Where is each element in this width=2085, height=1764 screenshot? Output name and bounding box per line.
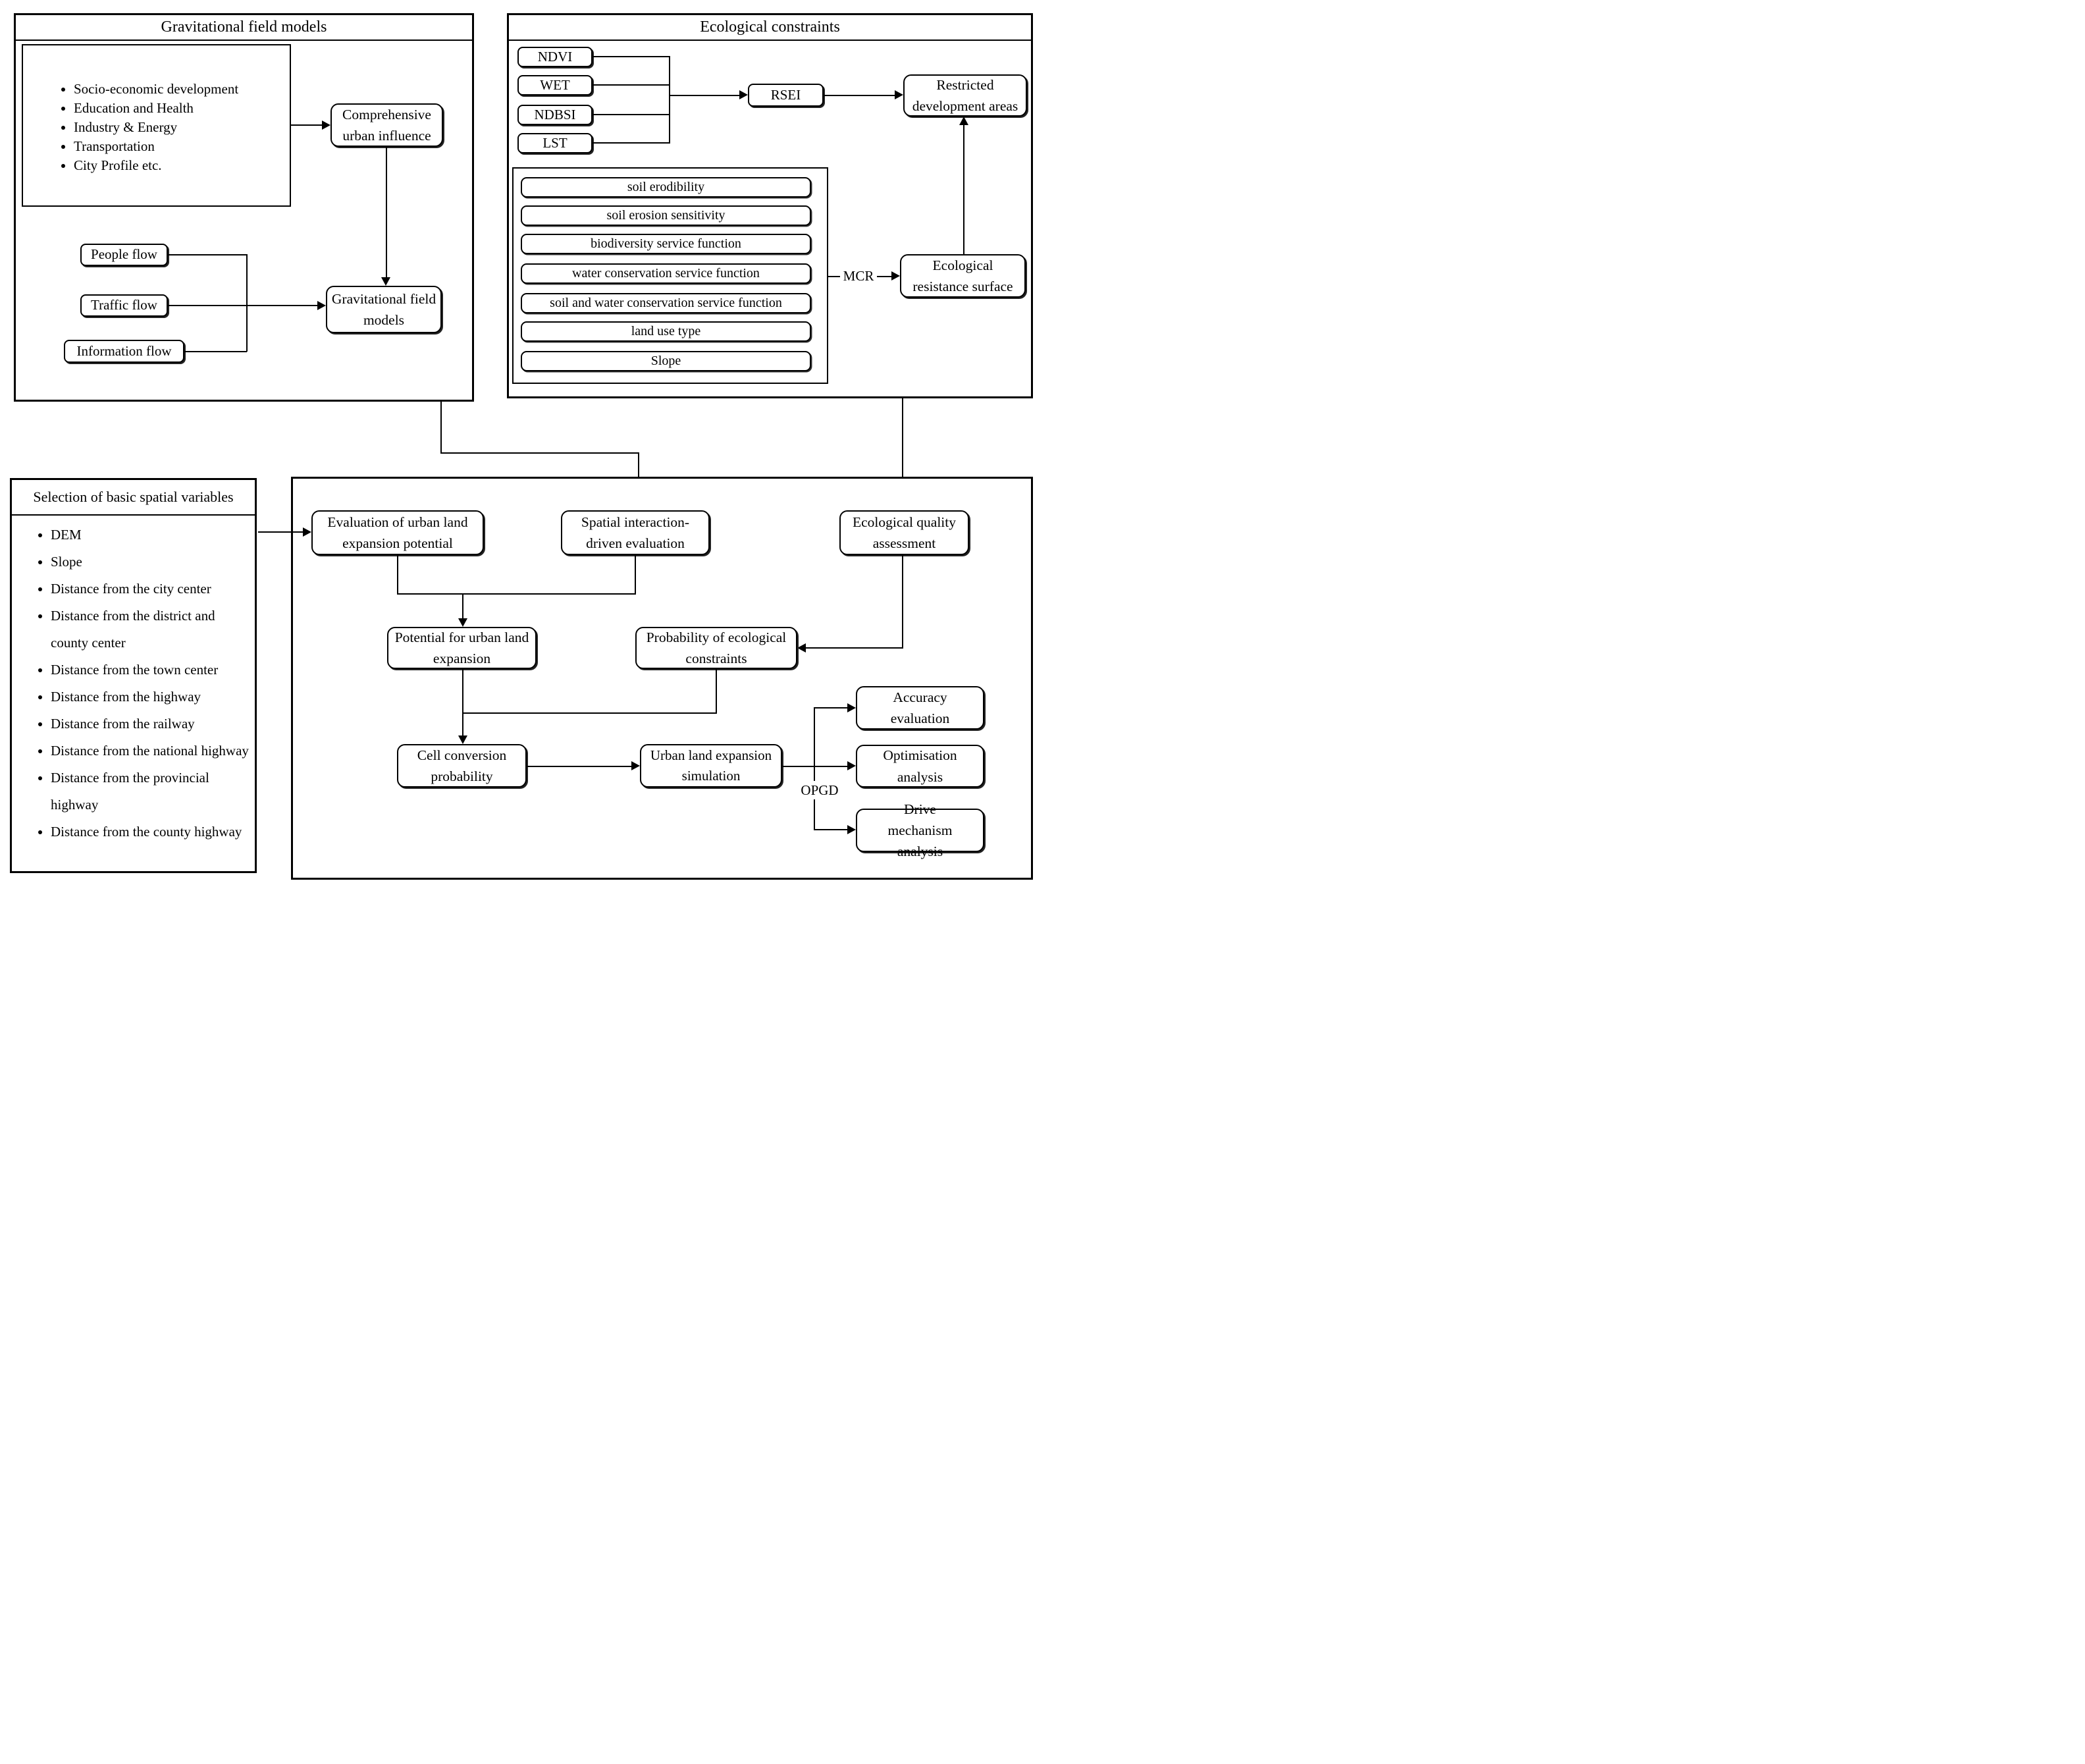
spatial-variables-section-title: Selection of basic spatial variables <box>12 480 255 516</box>
connector-line <box>814 829 848 830</box>
opgd-label: OPGD <box>794 781 845 799</box>
connector-line <box>782 766 848 767</box>
restricted-development-areas-node: Restricted development areas <box>903 74 1027 117</box>
connector-line <box>168 305 319 306</box>
connector-line <box>462 712 717 714</box>
arrow-right-icon <box>739 90 748 99</box>
traffic-flow-node: Traffic flow <box>80 294 168 317</box>
rsei-node: RSEI <box>748 84 824 107</box>
list-item: • Slope <box>51 548 250 575</box>
connector-line <box>184 351 247 352</box>
factor-bar: water conservation service function <box>521 263 811 284</box>
gravitational-field-models-node: Gravitational field models <box>326 286 442 333</box>
connector-line <box>440 452 639 454</box>
list-item: • DEM <box>51 521 250 548</box>
connector-line <box>806 647 903 649</box>
ndvi-node: NDVI <box>517 47 593 67</box>
connector-line <box>593 84 670 86</box>
evaluation-potential-node: Evaluation of urban land expansion potential <box>311 510 484 555</box>
comprehensive-urban-influence-node: Comprehensive urban influence <box>330 103 443 147</box>
arrow-right-icon <box>895 90 903 99</box>
connector-line <box>824 95 896 96</box>
factor-bar: soil erosion sensitivity <box>521 205 811 226</box>
connector-line <box>462 593 463 619</box>
gravitational-section-title: Gravitational field models <box>16 15 472 41</box>
ecological-section-title: Ecological constraints <box>509 15 1031 41</box>
connector-line <box>635 555 636 595</box>
connector-line <box>168 254 247 255</box>
urban-factors-box <box>22 44 291 207</box>
ndbsi-node: NDBSI <box>517 105 593 125</box>
factor-bar: soil erodibility <box>521 177 811 198</box>
factor-bar: Slope <box>521 351 811 371</box>
lst-node: LST <box>517 133 593 153</box>
arrow-right-icon <box>317 301 326 310</box>
list-item: • Transportation <box>74 137 282 156</box>
connector-line <box>669 95 740 96</box>
connector-line <box>814 707 815 830</box>
connector-line <box>902 555 903 649</box>
list-item: • Industry & Energy <box>74 118 282 137</box>
ecological-quality-node: Ecological quality assessment <box>839 510 969 555</box>
connector-line <box>814 707 848 708</box>
probability-constraints-node: Probability of ecological constraints <box>635 627 797 669</box>
potential-expansion-node: Potential for urban land expansion <box>387 627 537 669</box>
list-item: • Distance from the district and county center <box>51 602 250 656</box>
connector-line <box>258 531 304 533</box>
list-item: • Distance from the town center <box>51 656 250 683</box>
arrow-down-icon <box>458 618 467 627</box>
spatial-variables-list <box>10 521 259 845</box>
list-item: • Distance from the provincial highway <box>51 764 250 818</box>
arrow-down-icon <box>458 735 467 744</box>
factor-bar: land use type <box>521 321 811 342</box>
mcr-label: MCR <box>840 267 877 285</box>
list-item: • Distance from the highway <box>51 683 250 710</box>
list-item: • Education and Health <box>74 99 282 118</box>
list-item: • City Profile etc. <box>74 156 282 175</box>
arrow-right-icon <box>891 271 900 281</box>
connector-line <box>527 766 632 767</box>
factor-bar: soil and water conservation service function <box>521 293 811 313</box>
connector-line <box>386 147 387 279</box>
people-flow-node: People flow <box>80 244 168 266</box>
information-flow-node: Information flow <box>64 340 184 363</box>
arrow-right-icon <box>303 527 311 537</box>
list-item: • Distance from the railway <box>51 710 250 737</box>
connector-line <box>440 400 442 453</box>
methodology-flowchart <box>0 0 1043 882</box>
arrow-right-icon <box>847 761 856 770</box>
arrow-down-icon <box>381 277 390 286</box>
list-item: • Distance from the national highway <box>51 737 250 764</box>
arrow-right-icon <box>631 761 640 770</box>
connector-line <box>716 669 717 714</box>
list-item: • Distance from the city center <box>51 575 250 602</box>
list-item: • Socio-economic development <box>74 80 282 99</box>
spatial-interaction-node: Spatial interaction-driven evaluation <box>561 510 710 555</box>
list-item: • Distance from the county highway <box>51 818 250 845</box>
wet-node: WET <box>517 75 593 95</box>
connector-line <box>291 124 324 126</box>
connector-line <box>669 56 670 144</box>
arrow-right-icon <box>847 825 856 834</box>
connector-line <box>593 56 670 57</box>
arrow-right-icon <box>322 120 330 130</box>
connector-line <box>593 114 670 115</box>
factor-bar: biodiversity service function <box>521 234 811 254</box>
accuracy-evaluation-node: Accuracy evaluation <box>856 686 984 730</box>
connector-line <box>246 254 248 352</box>
connector-line <box>397 555 398 595</box>
cell-conversion-node: Cell conversion probability <box>397 744 527 788</box>
arrow-left-icon <box>797 643 806 653</box>
arrow-right-icon <box>847 703 856 712</box>
arrow-up-icon <box>959 117 968 125</box>
drive-mechanism-node: Drive mechanism analysis <box>856 809 984 852</box>
urban-factors-list <box>38 80 282 175</box>
connector-line <box>397 593 636 595</box>
connector-line <box>462 669 463 736</box>
expansion-simulation-node: Urban land expansion simulation <box>640 744 782 788</box>
connector-line <box>963 124 964 255</box>
optimisation-analysis-node: Optimisation analysis <box>856 745 984 788</box>
ecological-resistance-surface-node: Ecological resistance surface <box>900 254 1026 298</box>
connector-line <box>593 142 670 144</box>
